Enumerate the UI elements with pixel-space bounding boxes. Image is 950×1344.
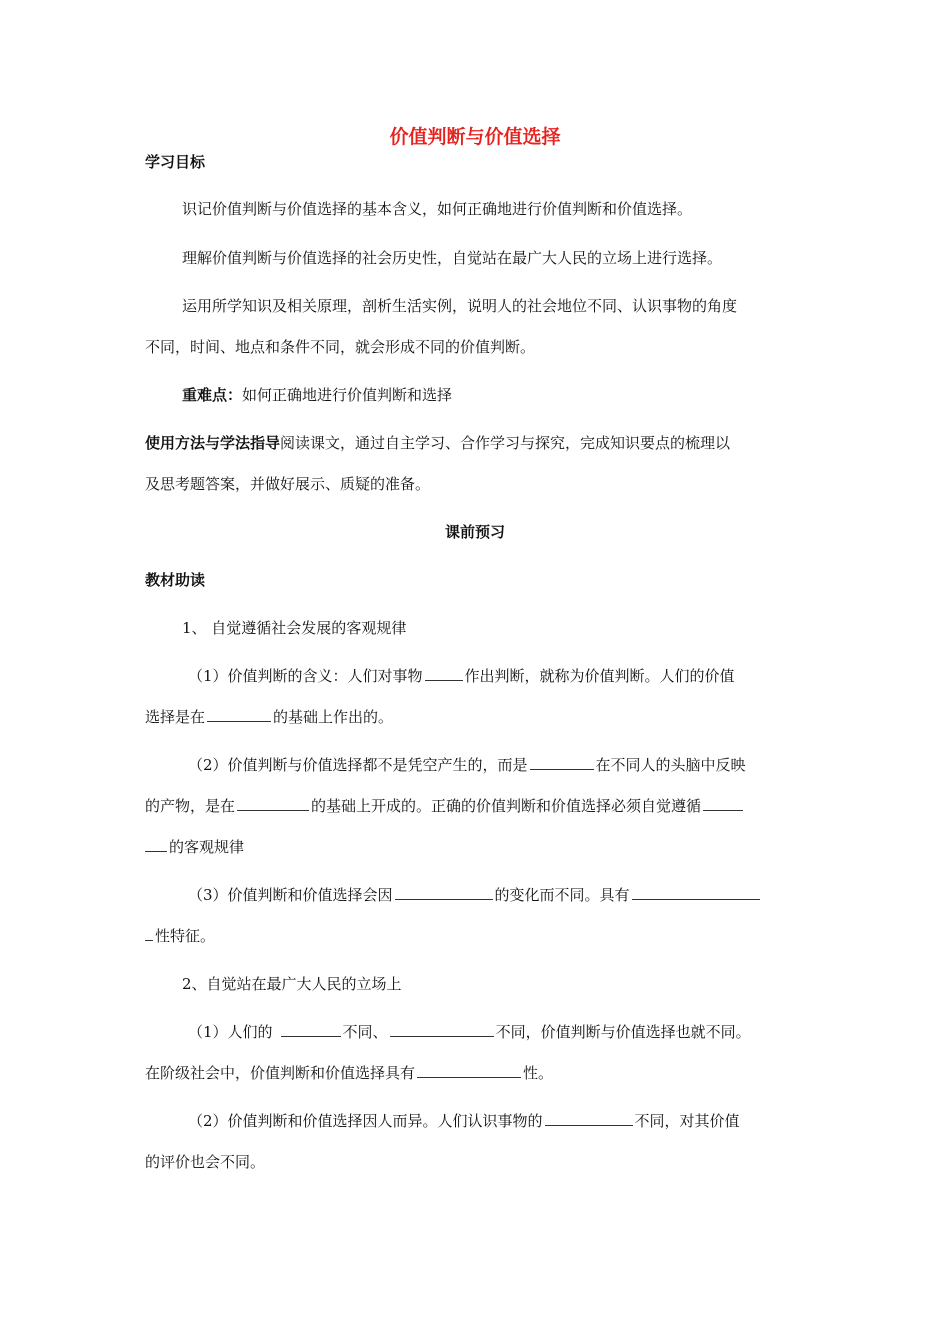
text: （3）价值判断和价值选择会因 (188, 886, 393, 904)
section-1-item-3-line-1 (188, 885, 810, 905)
text: 作出判断，就称为价值判断。人们的价值 (464, 667, 735, 685)
text: 在不同人的头脑中反映 (595, 756, 746, 774)
section-1-title: 1、 自觉遵循社会发展的客观规律 (182, 619, 407, 637)
fill-blank[interactable] (145, 837, 167, 852)
fill-blank[interactable] (281, 1022, 341, 1037)
method-line-2: 及思考题答案，并做好展示、质疑的准备。 (145, 475, 431, 493)
section-2-item-1-line-2 (145, 1063, 810, 1083)
section-2-item-1-line-1 (188, 1022, 810, 1042)
fill-blank[interactable] (145, 926, 153, 941)
section-1-item-2-line-3 (145, 837, 810, 857)
fill-blank[interactable] (545, 1111, 633, 1126)
preview-heading: 课前预习 (444, 523, 505, 541)
text: （2）价值判断与价值选择都不是凭空产生的，而是 (188, 756, 528, 774)
section-1-item-3-line-2 (145, 926, 810, 946)
section-2-title: 2、自觉站在最广大人民的立场上 (182, 975, 402, 993)
text: 的变化而不同。具有 (494, 886, 630, 904)
key-points-label: 重难点： (182, 386, 243, 404)
reading-heading: 教材助读 (145, 571, 206, 589)
goal-3-line-1: 运用所学知识及相关原理，剖析生活实例，说明人的社会地位不同、认识事物的角度 (182, 297, 738, 315)
goal-1: 识记价值判断与价值选择的基本含义，如何正确地进行价值判断和价值选择。 (182, 200, 693, 218)
fill-blank[interactable] (530, 755, 594, 770)
text: （2）价值判断和价值选择因人而异。人们认识事物的 (188, 1112, 543, 1130)
document-title: 价值判断与价值选择 (389, 126, 561, 148)
text: 的客观规律 (169, 838, 245, 856)
section-1-item-1-line-2 (145, 707, 810, 727)
text: 的基础上开成的。正确的价值判断和价值选择必须自觉遵循 (311, 797, 702, 815)
section-1-item-2-line-1 (188, 755, 810, 775)
section-2-item-2-line-2: 的评价也会不同。 (145, 1153, 266, 1171)
text: （1）价值判断的含义：人们对事物 (188, 667, 423, 685)
text: （1）人们的 (188, 1023, 273, 1041)
method-label: 使用方法与学法指导 (145, 434, 281, 452)
section-1-item-2-line-2 (145, 796, 810, 816)
text: 不同，价值判断与价值选择也就不同。 (495, 1023, 751, 1041)
text: 选择是在 (145, 708, 206, 726)
fill-blank[interactable] (425, 666, 463, 681)
text: 性。 (523, 1064, 554, 1082)
fill-blank[interactable] (703, 796, 743, 811)
fill-blank[interactable] (632, 885, 760, 900)
key-points-text: 如何正确地进行价值判断和选择 (242, 386, 453, 404)
fill-blank[interactable] (390, 1022, 494, 1037)
section-2-item-2-line-1 (188, 1111, 810, 1131)
text: 性特征。 (155, 927, 216, 945)
text: 不同、 (342, 1023, 388, 1041)
text: 在阶级社会中，价值判断和价值选择具有 (145, 1064, 416, 1082)
fill-blank[interactable] (237, 796, 309, 811)
fill-blank[interactable] (395, 885, 493, 900)
text: 的基础上作出的。 (273, 708, 394, 726)
key-points (182, 385, 810, 405)
goals-heading: 学习目标 (145, 153, 206, 171)
goal-3-line-2: 不同，时间、地点和条件不同，就会形成不同的价值判断。 (145, 338, 536, 356)
method-line-1 (145, 433, 810, 453)
text: 不同，对其价值 (634, 1112, 740, 1130)
method-text: 阅读课文，通过自主学习、合作学习与探究，完成知识要点的梳理以 (280, 434, 731, 452)
text: 的产物，是在 (145, 797, 236, 815)
section-1-item-1-line-1 (188, 666, 810, 686)
goal-2: 理解价值判断与价值选择的社会历史性，自觉站在最广大人民的立场上进行选择。 (182, 249, 723, 267)
fill-blank[interactable] (207, 707, 271, 722)
fill-blank[interactable] (417, 1063, 521, 1078)
